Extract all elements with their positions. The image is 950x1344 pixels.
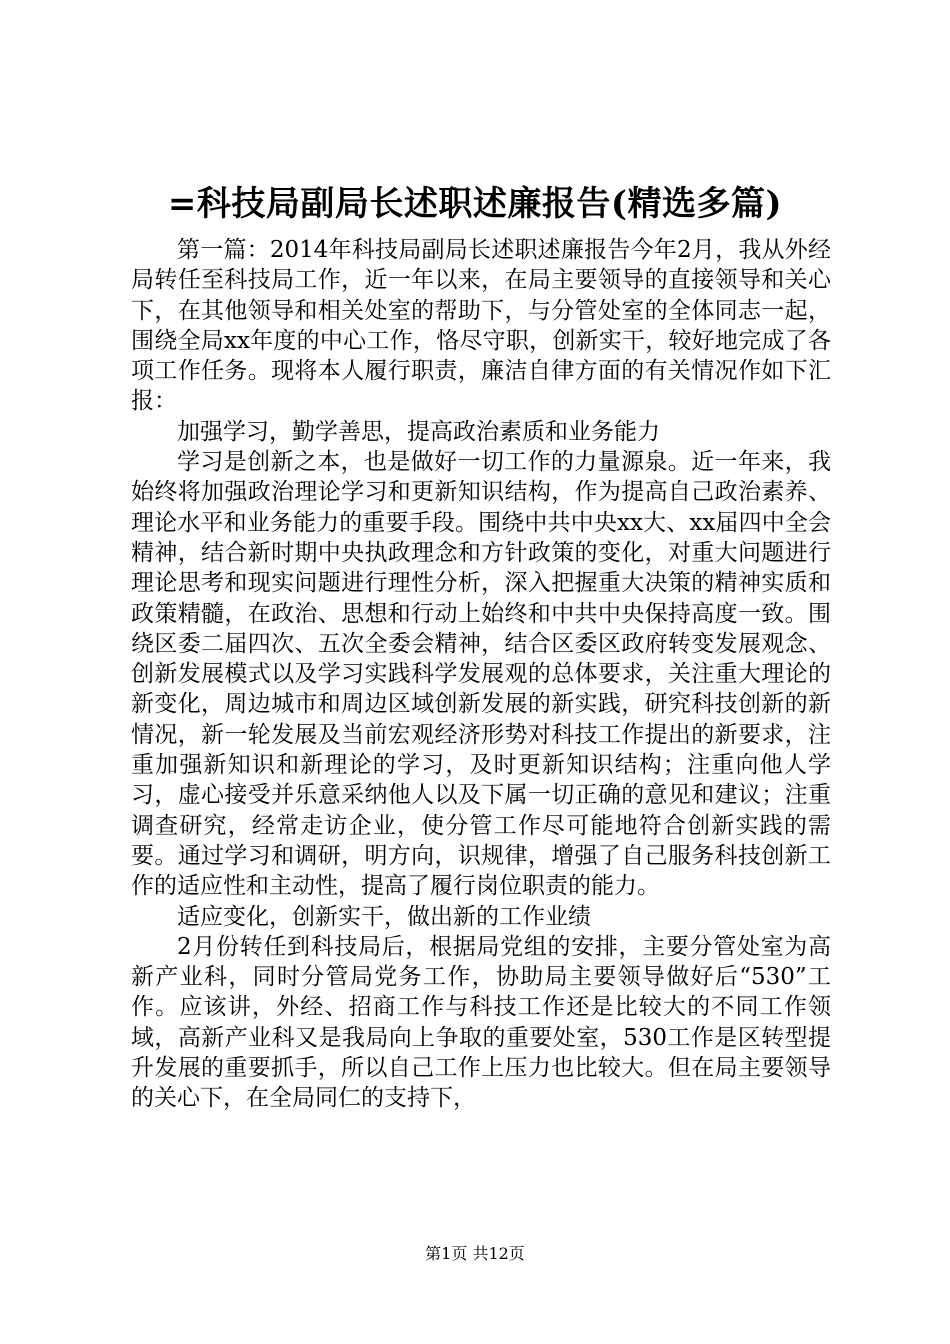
- page-footer: 第1页 共12页: [425, 1244, 525, 1263]
- document-body: [131, 235, 831, 1114]
- paragraph-innovation: 2月份转任到科技局后，根据局党组的安排，主要分管处室为高新产业科，同时分管局党务工作，协助局主要领导做好后“530”工作。应该讲，外经、招商工作与科技工作还是比较大的不同工作领域，高新产业科又是我局向上争取的重要处室，530工作是区转型提升发展的重要抓手，所以自己工作上压力也比较大。但在局主要领导的关心下，在全局同仁的支持下，: [131, 933, 831, 1112]
- section-heading-study: 加强学习，勤学善思，提高政治素质和业务能力: [177, 418, 660, 445]
- paragraph-study: 学习是创新之本，也是做好一切工作的力量源泉。近一年来，我始终将加强政治理论学习和更新知识结构，作为提高自己政治素养、理论水平和业务能力的重要手段。围绕中共中央xx大、xx届四中全会精神，结合新时期中央执政理念和方针政策的变化，对重大问题进行理论思考和现实问题进行理性分析，深入把握重大决策的精神实质和政策精髓，在政治、思想和行动上始终和中共中央保持高度一致。围绕区委二届四次、五次全委会精神，结合区委区政府转变发展观念、创新发展模式以及学习实践科学发展观的总体要求，关注重大理论的新变化，周边城市和周边区域创新发展的新实践，研究科技创新的新情况，新一轮发展及当前宏观经济形势对科技工作提出的新要求，注重加强新知识和新理论的学习，及时更新知识结构；注重向他人学习，虚心接受并乐意采纳他人以及下属一切正确的意见和建议；注重调查研究，经常走访企业，使分管工作尽可能地符合创新实践的需要。通过学习和调研，明方向，识规律，增强了自己服务科技创新工作的适应性和主动性，提高了履行岗位职责的能力。: [131, 449, 831, 900]
- document-title: =科技局副局长述职述廉报告(精选多篇): [167, 184, 783, 224]
- paragraph-intro: 第一篇：2014年科技局副局长述职述廉报告今年2月，我从外经局转任至科技局工作，近一年以来，在局主要领导的直接领导和关心下，在其他领导和相关处室的帮助下，与分管处室的全体同志一起，围绕全局xx年度的中心工作，恪尽守职，创新实干，较好地完成了各项工作任务。现将本人履行职责，廉洁自律方面的有关情况作如下汇报：: [131, 237, 831, 415]
- section-heading-innovation: 适应变化，创新实干，做出新的工作业绩: [177, 903, 591, 930]
